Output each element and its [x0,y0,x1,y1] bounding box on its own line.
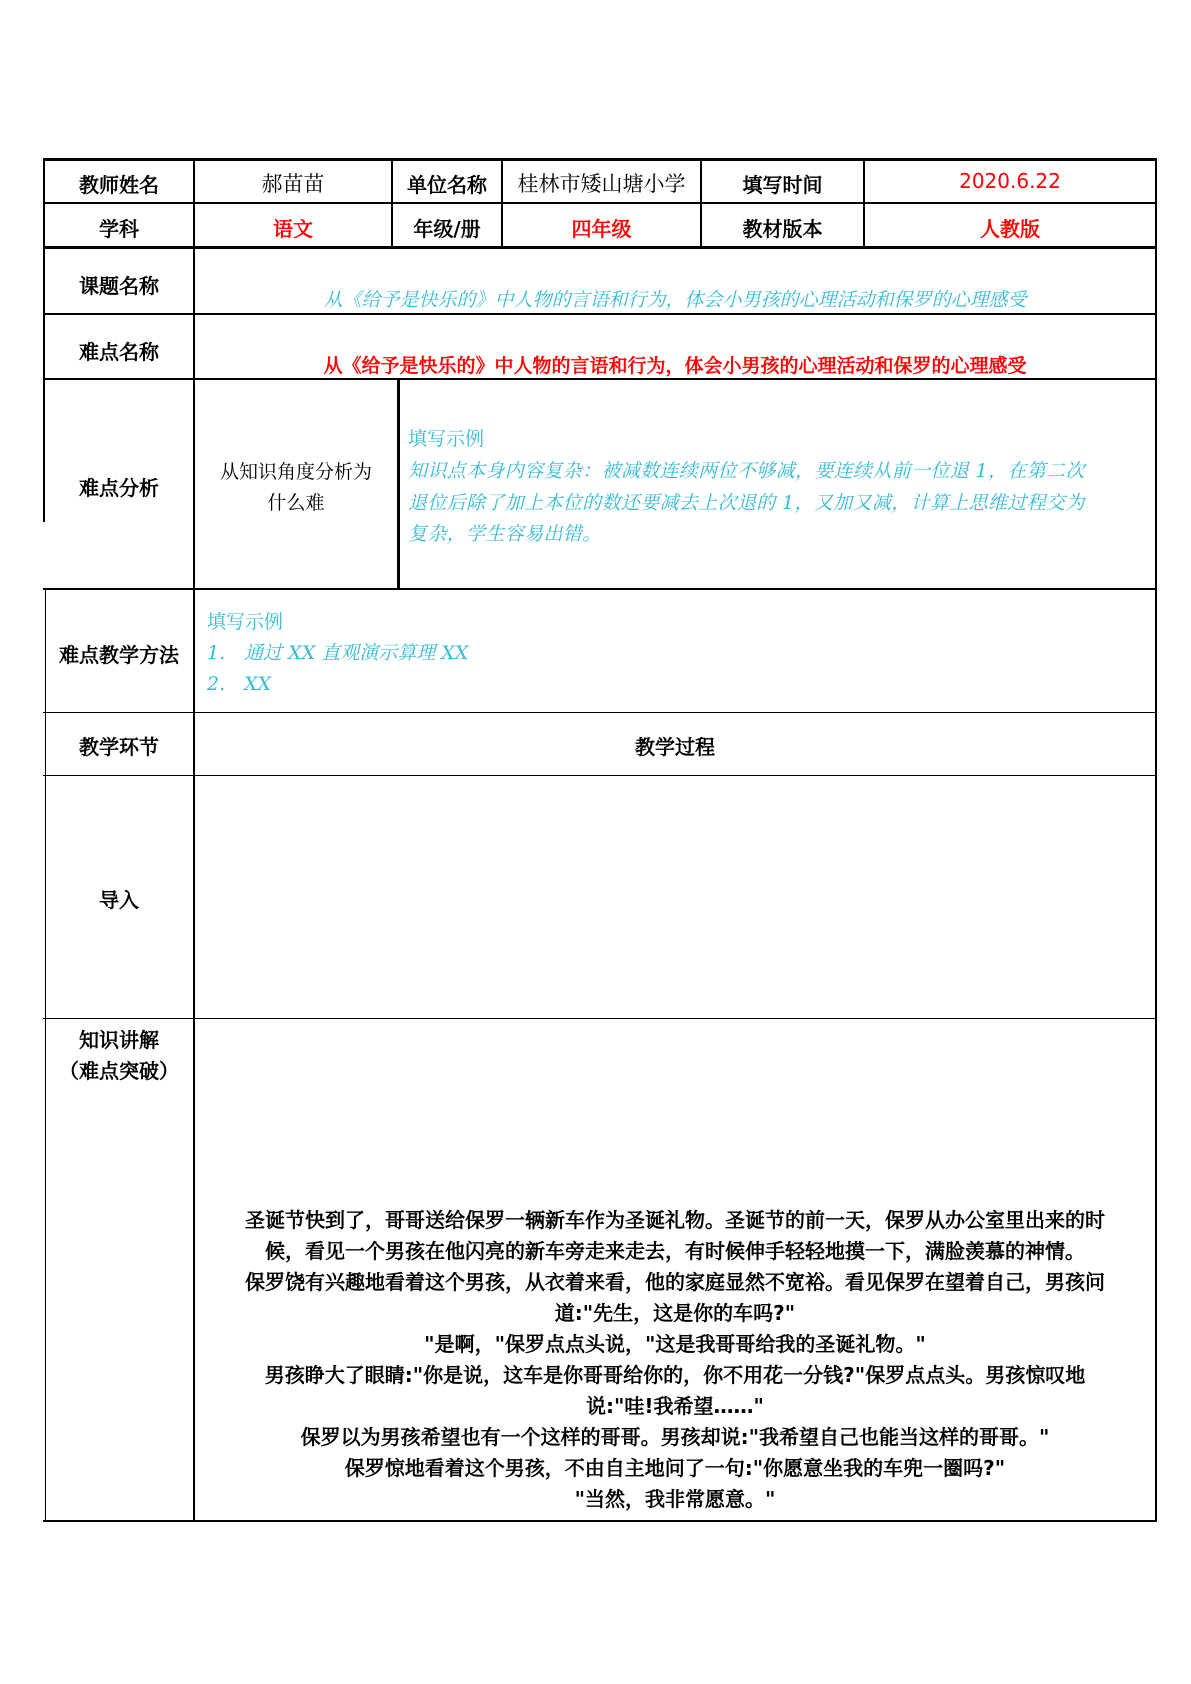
intro-label: 导入 [99,888,139,912]
analysis-line-1: 知识点本身内容复杂：被减数连续两位不够减，要连续从前一位退 1，在第二次 [408,460,1085,482]
story-line-7: 说:"哇!我希望……" [586,1394,764,1418]
rule-row8 [43,1018,1157,1019]
story-line-5: "是啊，"保罗点点头说，"这是我哥哥给我的圣诞礼物。" [424,1332,926,1356]
difficulty-label: 难点名称 [79,340,159,364]
method-label: 难点教学方法 [59,643,179,667]
teacher-name-label: 教师姓名 [79,173,159,197]
rule-row6 [43,712,1157,713]
knowledge-label-line2: （难点突破） [59,1059,179,1083]
fill-date-label: 填写时间 [742,173,823,197]
story-line-8: 保罗以为男孩希望也有一个这样的哥哥。男孩却说:"我希望自己也能当这样的哥哥。" [300,1425,1050,1449]
method-item-1: 1. 通过 XX 直观演示算理 XX [207,642,469,664]
analysis-sub-label-line1: 从知识角度分析为 [219,461,372,483]
story-line-3: 保罗饶有兴趣地看着这个男孩，从衣着来看，他的家庭显然不宽裕。看见保罗在望着自己，男孩问 [245,1270,1105,1294]
rule-analysis-split [397,378,400,588]
edition-label: 教材版本 [742,217,823,241]
story-line-4: 道:"先生，这是你的车吗?" [554,1301,796,1325]
rule-row1 [43,202,1157,204]
analysis-sub-label-line2: 什么难 [267,492,325,514]
unit-name-label: 单位名称 [407,173,487,197]
subject-value: 语文 [273,217,313,241]
analysis-label: 难点分析 [79,476,159,500]
rule-row4 [43,378,1157,380]
story-line-1: 圣诞节快到了，哥哥送给保罗一辆新车作为圣诞礼物。圣诞节的前一天，保罗从办公室里出来的时 [245,1208,1105,1232]
story-line-10: "当然，我非常愿意。" [574,1487,776,1511]
subject-label: 学科 [99,217,139,241]
process-label: 教学过程 [635,735,715,759]
grade-label: 年级/册 [413,217,481,241]
rule-bottom [43,1520,1157,1522]
unit-name-value: 桂林市矮山塘小学 [517,172,686,196]
difficulty-value: 从《给予是快乐的》中人物的言语和行为，体会小男孩的心理活动和保罗的心理感受 [323,355,1027,377]
teacher-name-value: 郝苗苗 [261,172,325,196]
topic-label: 课题名称 [79,274,159,298]
fill-date-value: 2020.6.22 [959,169,1061,193]
rule-top [43,158,1157,161]
analysis-line-3: 复杂，学生容易出错。 [408,523,602,545]
method-example-title: 填写示例 [207,611,284,633]
rule-row3 [43,313,1157,315]
analysis-line-2: 退位后除了加上本位的数还要减去上次退的 1，又加又减，计算上思维过程交为 [408,492,1085,514]
rule-row2 [43,246,1157,249]
topic-value: 从《给予是快乐的》中人物的言语和行为，体会小男孩的心理活动和保罗的心理感受 [323,289,1027,311]
method-item-2: 2. XX [207,673,272,695]
rule-row5 [43,588,1157,590]
grade-value: 四年级 [571,217,632,241]
knowledge-label-line1: 知识讲解 [79,1028,159,1052]
edition-value: 人教版 [980,217,1040,241]
story-line-2: 候，看见一个男孩在他闪亮的新车旁走来走去，有时候伸手轻轻地摸一下，满脸羡慕的神情。 [265,1239,1085,1263]
story-line-6: 男孩睁大了眼睛:"你是说，这车是你哥哥给你的，你不用花一分钱?"保罗点点头。男孩惊叹地 [264,1363,1086,1387]
analysis-example-title: 填写示例 [408,428,485,450]
rule-row7 [43,775,1157,776]
stage-label: 教学环节 [79,735,159,759]
story-line-9: 保罗惊地看着这个男孩，不由自主地问了一句:"你愿意坐我的车兜一圈吗?" [344,1456,1006,1480]
rule-right [1155,158,1157,1522]
